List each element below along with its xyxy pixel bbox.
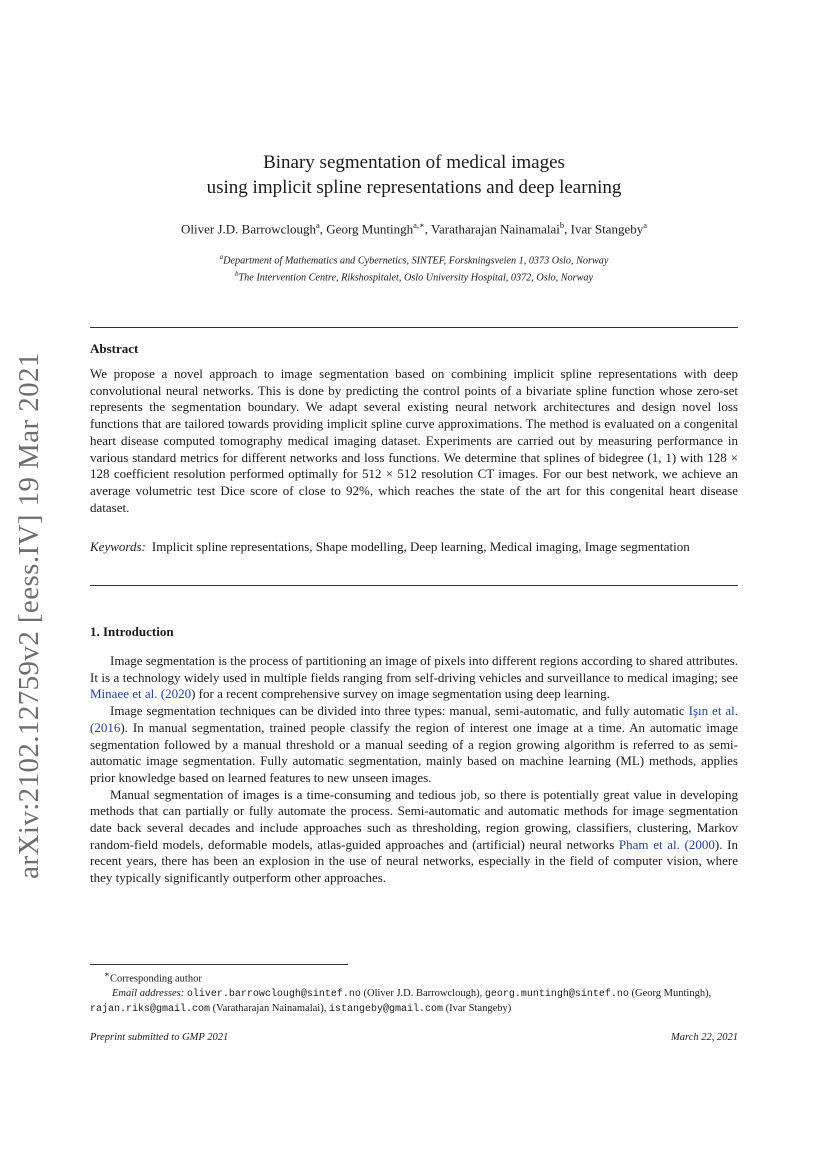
email-link[interactable]: georg.muntingh@sintef.no <box>484 988 629 1000</box>
citation-link[interactable]: Pham et al. (2000 <box>618 836 715 852</box>
affiliation-line: $^b$The Intervention Centre, Rikshospitalet, Oslo University Hospital, 0372, Oslo, Norway <box>235 269 593 284</box>
footnote <box>90 967 738 1017</box>
author-list: Oliver J.D. Barrowclough$^a$, Georg Muntingh$^{a,∗}$, Varatharajan Nainamalai$^b$, Ivar Stangeby$^a$ <box>180 220 647 237</box>
keywords <box>90 539 738 556</box>
author-name: Oliver J.D. Barrowclough <box>180 221 317 237</box>
email-addresses: Email addresses: oliver.barrowclough@sintef.no (Oliver J.D. Barrowclough), georg.muntingh@sintef.no (Georg Muntingh), rajan.riks@gmail.com (Varatharajan Nainamalai), istangeby@gmail.com (Ivar Stangeby) <box>90 987 712 1015</box>
paragraph: Image segmentation techniques can be divided into three types: manual, semi-automatic, and fully automatic Işın et al. (2016). In manual segmentation, trained people classify the region of interest one image at a time. An automatic image segmentation followed by a manual threshold or a manual seeding of a region growing algorithm is referred to as semi-automatic image segmentation. Fully automatic segmentation, mainly based on machine learning (ML) methods, applies prior knowledge based on learned features to new unseen images. <box>90 703 739 785</box>
paragraph: Image segmentation is the process of partitioning an image of pixels into different regions according to shared attributes. It is a technology widely used in multiple fields ranging from self-driving vehicles and surveillance to medical imaging; see Minaee et al. (2020) for a recent comprehensive survey on image segmentation using deep learning. <box>90 653 738 702</box>
author-name: Georg Muntingh <box>326 221 414 237</box>
corresponding-author-note: ∗Corresponding author <box>104 969 202 985</box>
preprint-note: Preprint submitted to GMP 2021 <box>90 1032 229 1043</box>
introduction-body <box>90 653 738 887</box>
keywords-text: Implicit spline representations, Shape modelling, Deep learning, Medical imaging, Image segmentation <box>151 539 690 554</box>
email-link[interactable]: rajan.riks@gmail.com <box>90 1003 211 1015</box>
email-link[interactable]: istangeby@gmail.com <box>328 1003 443 1015</box>
affiliation-line: $^a$Department of Mathematics and Cybernetics, SINTEF, Forskningsveien 1, 0373 Oslo, Norway <box>219 253 609 267</box>
arxiv-side-stamp <box>4 351 54 879</box>
footer-date: March 22, 2021 <box>671 1032 738 1043</box>
footnote-mark: ∗ <box>104 969 110 979</box>
paper-title <box>90 150 738 200</box>
author-name: Ivar Stangeby <box>570 221 644 237</box>
abstract-bottom-rule <box>90 585 738 586</box>
author-affil-mark: a <box>316 220 320 230</box>
citation-link[interactable]: Işın et al. (2016 <box>90 703 739 735</box>
abstract-text: We propose a novel approach to image segmentation based on combining implicit spline representations with deep convolutional neural networks. This is done by predicting the control points of a bivariate spline function whose zero-set represents the segmentation boundary. We adapt several existing neural network architectures and design novel loss functions that are tailored towards providing implicit spline curve approximations. The method is evaluated on a congenital heart disease computed tomography medical imaging dataset. Experiments are carried out by measuring performance in various standard metrics for different networks and loss functions. We determine that splines of bidegree (1, 1) with 128 × 128 coefficient resolution performed optimally for 512 × 512 resolution CT images. For our best network, we achieve an average volumetric test Dice score of close to 92%, which reaches the state of the art for this congenital heart disease dataset. <box>90 366 738 515</box>
author-name: Varatharajan Nainamalai <box>431 221 560 237</box>
keywords-label: Keywords: <box>90 539 146 554</box>
footnote-rule <box>90 964 348 965</box>
section-heading: 1. Introduction <box>90 624 174 639</box>
email-link[interactable]: oliver.barrowclough@sintef.no <box>186 988 361 1000</box>
abstract-top-rule <box>90 327 738 328</box>
citation-link[interactable]: Minaee et al. (2020 <box>90 686 192 702</box>
title-line-1: Binary segmentation of medical images <box>263 152 565 173</box>
abstract-heading: Abstract <box>90 341 139 356</box>
paragraph: Manual segmentation of images is a time-consuming and tedious job, so there is potentially great value in developing methods that can partially or fully automate the process. Semi-automatic and automatic methods for image segmentation date back several decades and include approaches such as thresholding, region growing, classifiers, clustering, Markov random-field models, deformable models, atlas-guided approaches and (artificial) neural networks Pham et al. (2000). In recent years, there has been an explosion in the use of neural networks, especially in the field of computer vision, where they typically significantly outperform other approaches. <box>90 786 738 886</box>
arxiv-identifier: arXiv:2102.12759v2 [eess.IV] 19 Mar 2021 <box>12 351 45 879</box>
author-affil-mark: b <box>559 220 565 230</box>
title-line-2: using implicit spline representations and deep learning <box>206 177 622 198</box>
author-affil-mark: a <box>643 220 647 230</box>
affiliations <box>90 251 738 285</box>
author-affil-mark: a,∗ <box>413 220 425 230</box>
